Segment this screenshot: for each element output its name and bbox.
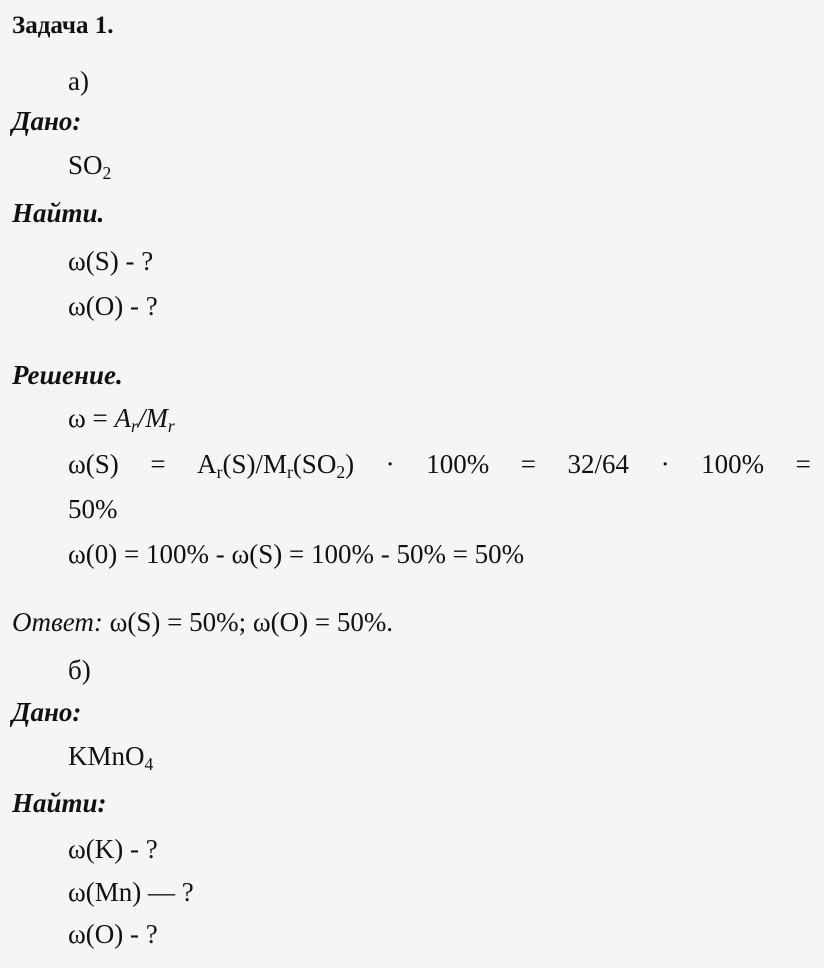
formula-prefix: ω =	[68, 403, 115, 433]
find-label-b: Найти:	[12, 788, 107, 818]
given-formula-a-sub: 2	[102, 162, 112, 183]
eq-equals-2: =	[520, 449, 536, 479]
part-a-label: а)	[68, 66, 89, 96]
eq-fraction: 32/64	[567, 449, 630, 479]
answer-text: ω(S) = 50%; ω(O) = 50%.	[102, 607, 394, 637]
formula-m-sub: r	[167, 415, 175, 436]
part-b-label: б)	[68, 655, 91, 685]
find-label-a: Найти.	[12, 198, 105, 228]
eq-so-sub: 2	[336, 461, 346, 482]
eq-so-main: (SO	[292, 449, 337, 479]
solution-label: Решение.	[12, 360, 123, 390]
eq-ar-rest: (S)/M	[222, 449, 287, 479]
answer-label: Ответ:	[12, 607, 103, 637]
given-label-b: Дано:	[12, 697, 82, 727]
eq-dot-2: ·	[660, 449, 670, 479]
formula-m: M	[145, 403, 168, 433]
formula-slash: /	[137, 403, 146, 433]
find-item-a-1: ω(S) - ?	[68, 246, 154, 276]
given-label-a: Дано:	[12, 106, 82, 136]
answer-line	[12, 609, 393, 636]
eq-ar-sub: r	[216, 461, 223, 482]
formula-a: A	[114, 403, 131, 433]
eq-lhs: ω(S)	[68, 449, 119, 479]
eq-so-close: )	[345, 449, 355, 479]
find-item-b-2: ω(Mn) — ?	[68, 877, 194, 907]
given-formula-b-main: KMnO	[68, 741, 145, 771]
task-title: Задача 1.	[12, 12, 114, 39]
eq-mr-sub: r	[286, 461, 293, 482]
given-formula-b	[68, 741, 154, 774]
eq-ratio	[197, 449, 355, 482]
eq-equals-1: =	[150, 449, 166, 479]
find-item-b-3: ω(O) - ?	[68, 919, 158, 949]
given-formula-a-main: SO	[68, 150, 103, 180]
eq-equals-3: =	[795, 449, 811, 479]
equation-sulfur	[68, 449, 811, 482]
eq-ar-main: A	[197, 449, 217, 479]
formula-a-sub: r	[131, 415, 138, 436]
find-item-a-2: ω(O) - ?	[68, 291, 158, 321]
given-formula-b-sub: 4	[144, 753, 154, 774]
given-formula-a	[68, 150, 112, 183]
eq-dot-1: ·	[385, 449, 395, 479]
eq-100-b: 100%	[701, 449, 765, 479]
mass-fraction-formula	[68, 403, 175, 436]
eq-100-a: 100%	[426, 449, 490, 479]
equation-oxygen: ω(0) = 100% - ω(S) = 100% - 50% = 50%	[68, 539, 525, 569]
find-item-b-1: ω(K) - ?	[68, 834, 158, 864]
equation-sulfur-wrap: 50%	[68, 494, 118, 524]
